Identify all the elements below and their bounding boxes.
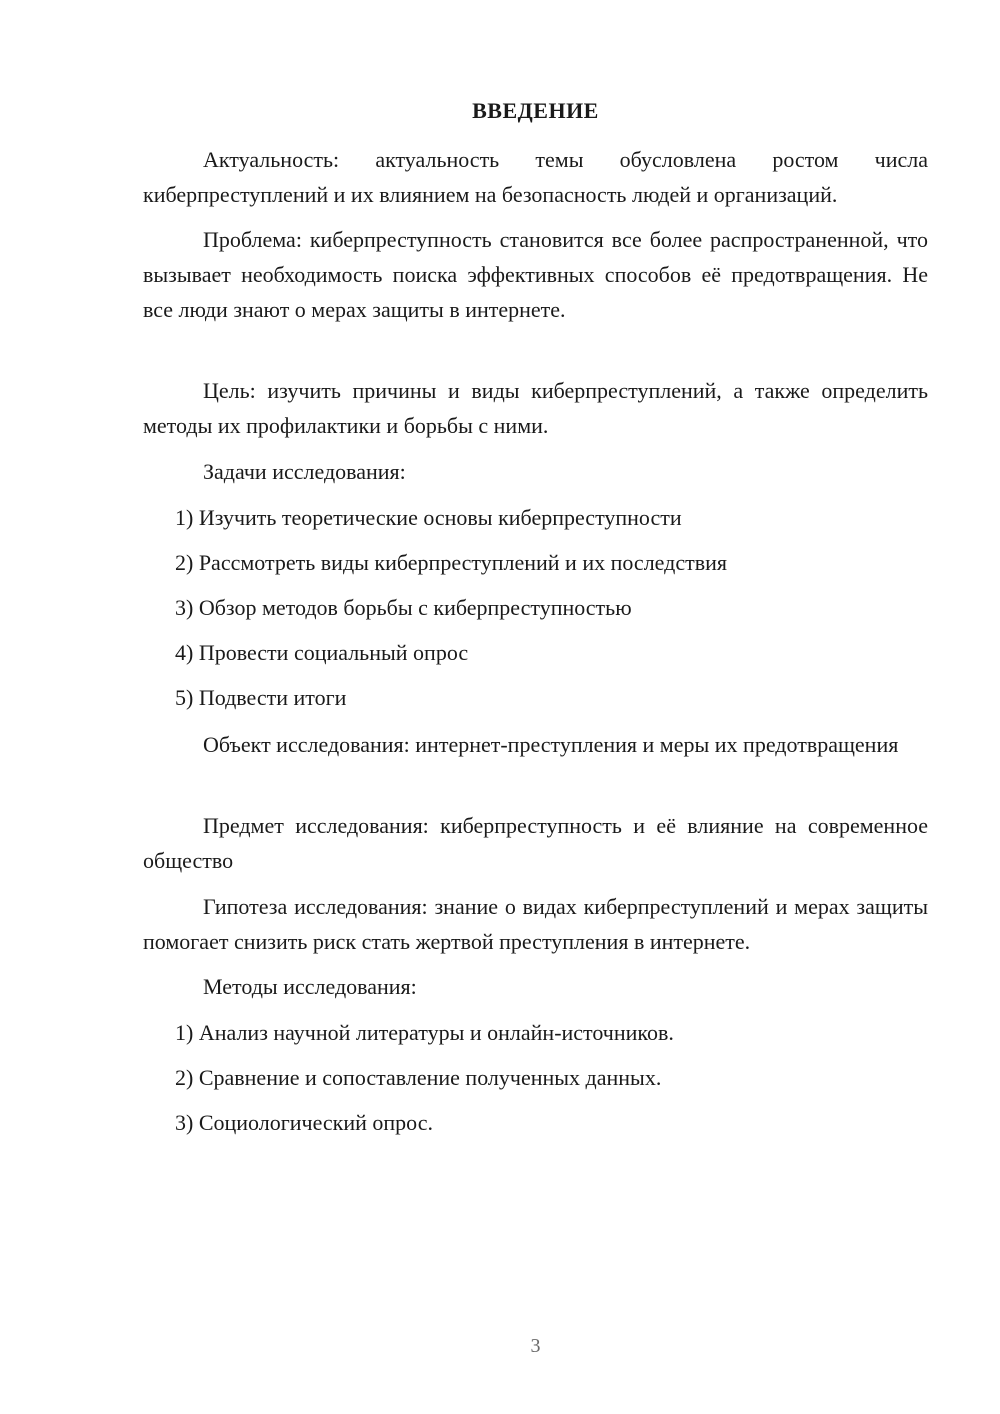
task-item: 3) Обзор методов борьбы с киберпреступностью bbox=[175, 595, 632, 620]
tasks-heading: Задачи исследования: bbox=[203, 459, 406, 484]
page-number: 3 bbox=[530, 1335, 541, 1357]
task-item: 1) Изучить теоретические основы киберпреступности bbox=[175, 505, 682, 530]
document-page bbox=[143, 0, 928, 1414]
task-item: 4) Провести социальный опрос bbox=[175, 640, 469, 665]
problem-paragraph: Проблема: киберпреступность становится все более распространенной, что вызывает необходимость поиска эффективных способов её предотвращения. Не все люди знают о мерах защиты в интернете. bbox=[143, 227, 928, 322]
method-item: 2) Сравнение и сопоставление полученных данных. bbox=[175, 1065, 662, 1090]
relevance-paragraph: Актуальность: актуальность темы обусловлена ростом числа киберпреступлений и их влиянием на безопасность людей и организаций. bbox=[143, 147, 928, 207]
methods-heading: Методы исследования: bbox=[203, 974, 417, 999]
hypothesis-paragraph: Гипотеза исследования: знание о видах киберпреступлений и мерах защиты помогает снизить риск стать жертвой преступления в интернете. bbox=[143, 894, 928, 954]
section-title: ВВЕДЕНИЕ bbox=[472, 98, 599, 123]
goal-paragraph: Цель: изучить причины и виды киберпреступлений, а также определить методы их профилактики и борьбы с ними. bbox=[143, 378, 928, 438]
method-item: 3) Социологический опрос. bbox=[175, 1110, 433, 1135]
subject-paragraph: Предмет исследования: киберпреступность и её влияние на современное общество bbox=[143, 813, 928, 873]
method-item: 1) Анализ научной литературы и онлайн-источников. bbox=[175, 1020, 674, 1045]
object-paragraph: Объект исследования: интернет-преступления и меры их предотвращения bbox=[203, 732, 899, 757]
task-item: 2) Рассмотреть виды киберпреступлений и их последствия bbox=[175, 550, 727, 575]
task-item: 5) Подвести итоги bbox=[175, 685, 347, 710]
